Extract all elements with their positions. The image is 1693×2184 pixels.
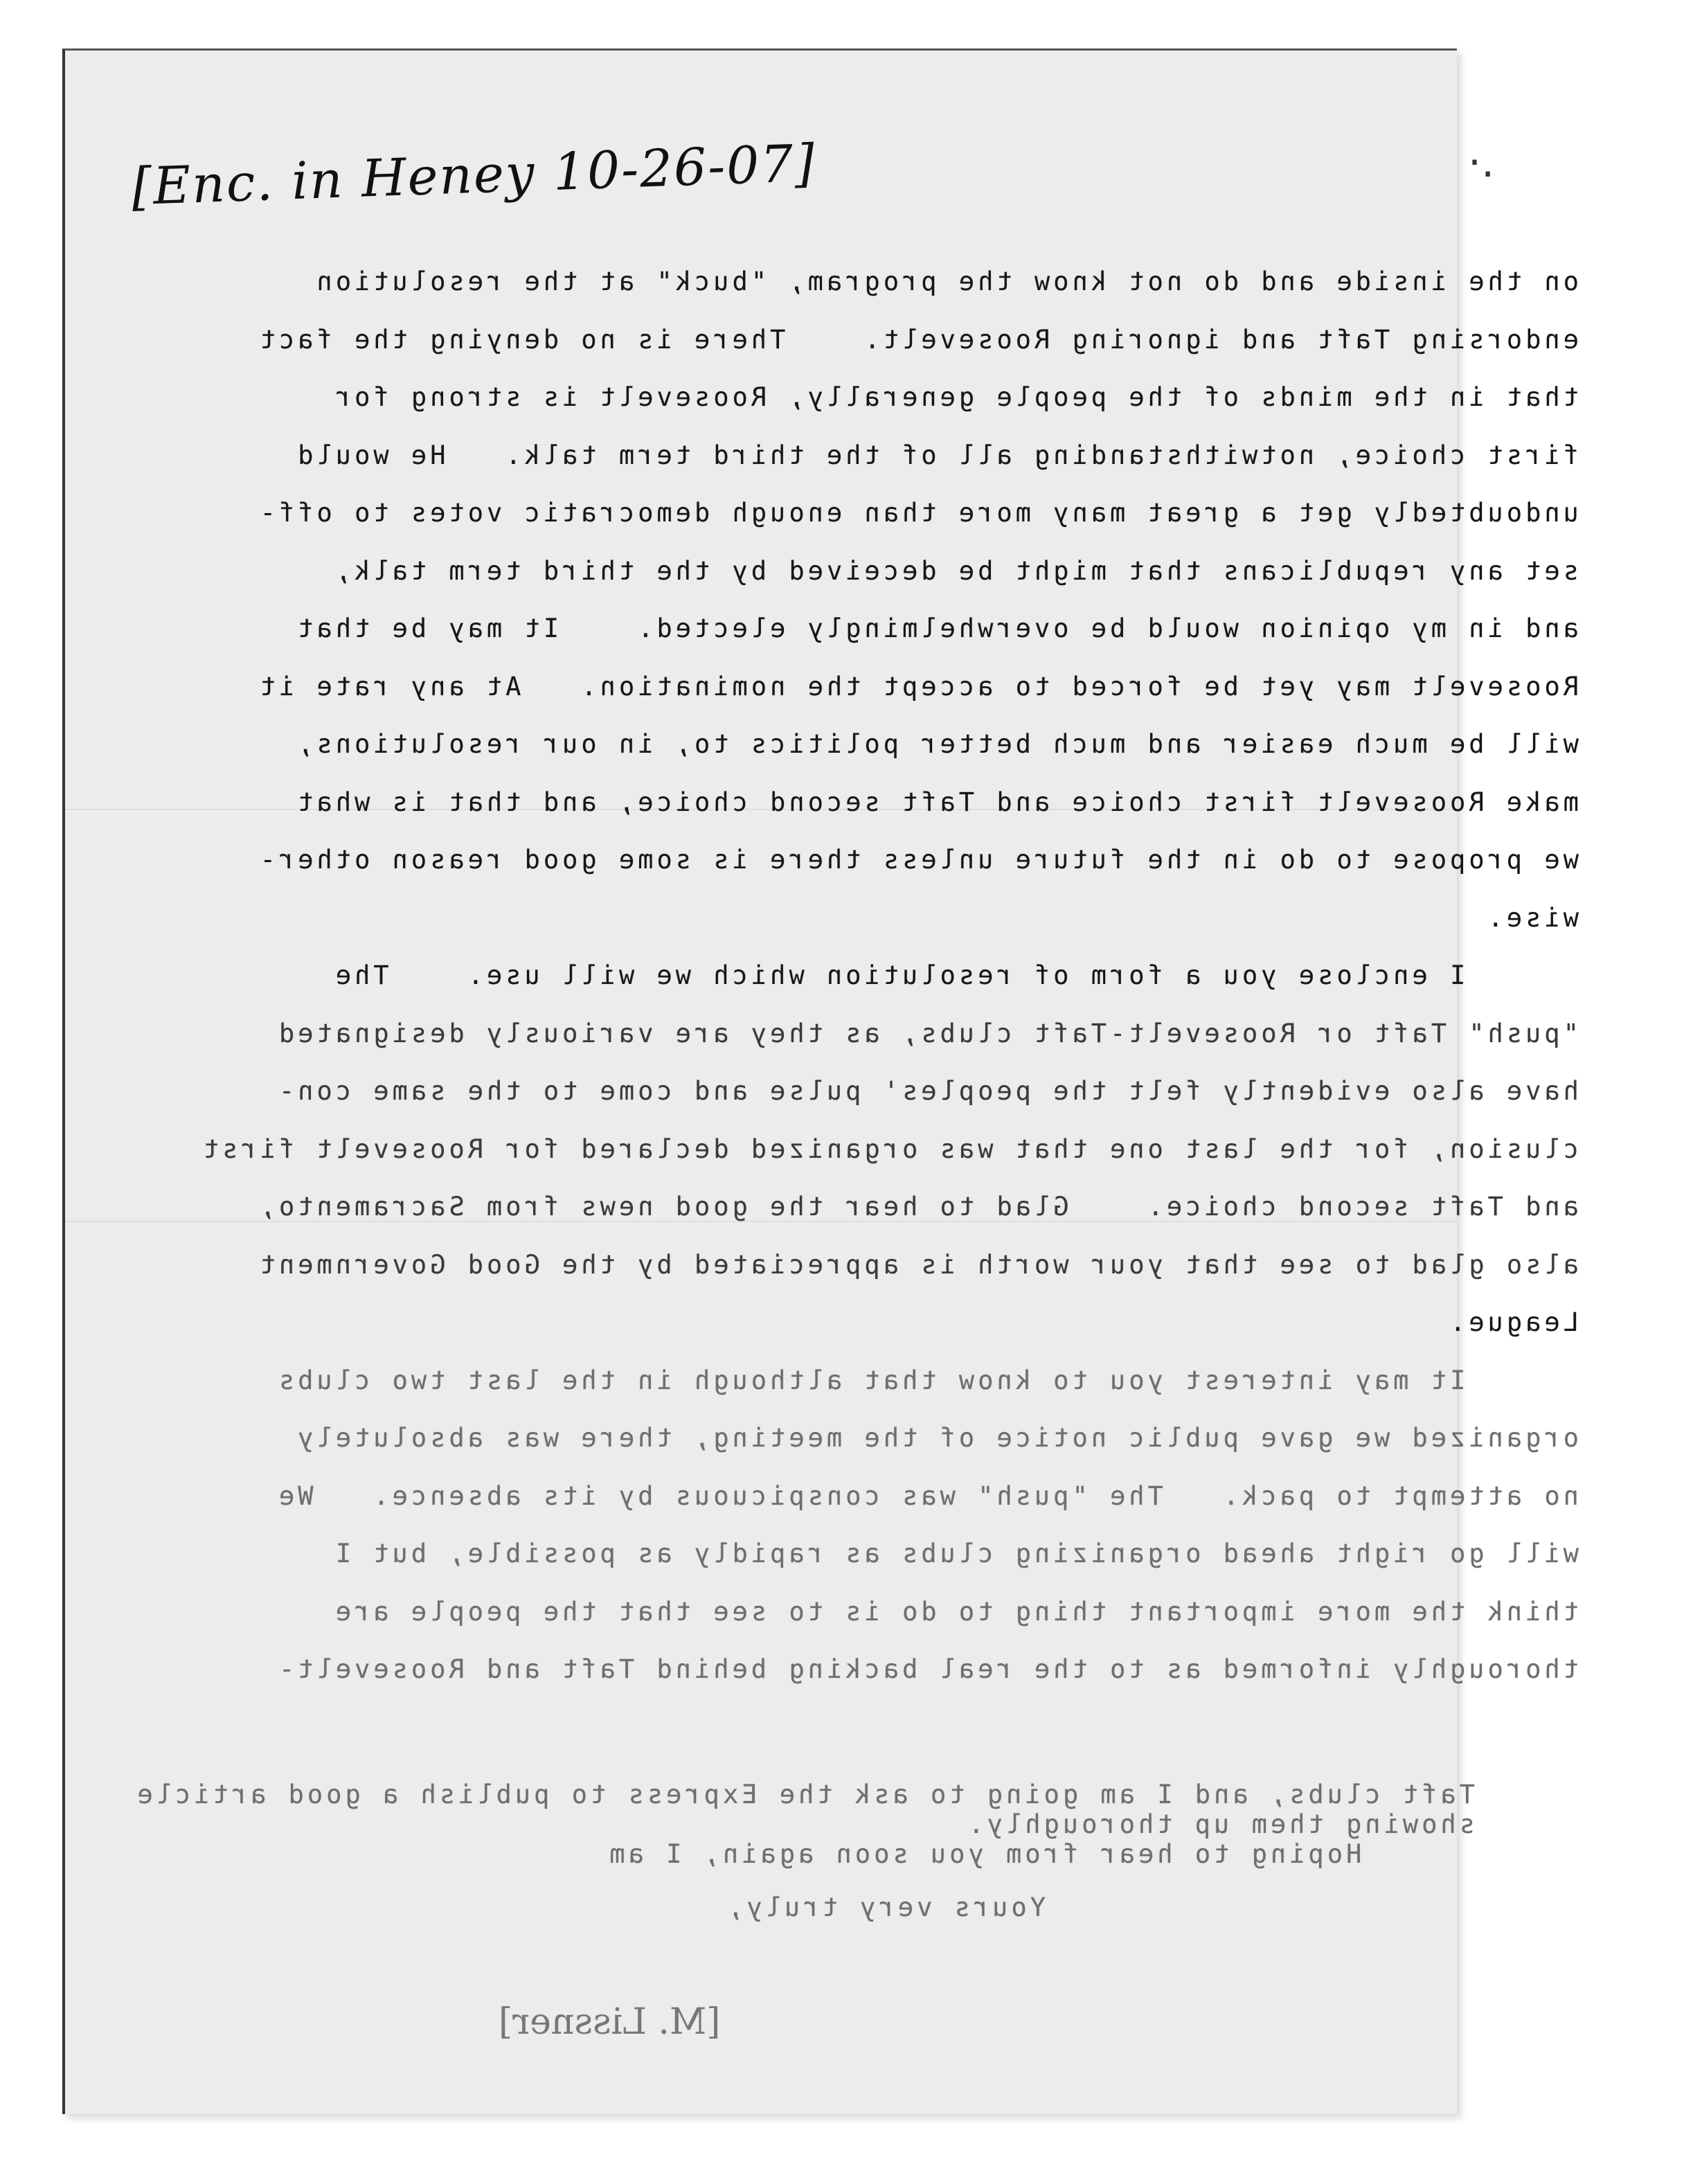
body-line: also glad to see that your worth is appreciated by the Good Government [256, 1249, 1579, 1280]
closing-line: Yours very truly, [724, 1892, 1046, 1922]
body-line: endorsing Taft and ignoring Roosevelt. There is no denying the fact [256, 324, 1579, 355]
body-line: think the more important thing to do is to see that the people are [332, 1596, 1579, 1627]
body-line: "push" Taft or Roosevelt-Taft clubs, as they are variously designated [275, 1018, 1579, 1048]
body-line: will go right ahead organizing clubs as rapidly as possible, but I [332, 1539, 1579, 1568]
letter-body [159, 253, 1579, 1699]
signature: [M. Lissner] [499, 2001, 721, 2043]
tail-line: showing them up thoroughly. [965, 1809, 1475, 1839]
body-line: that in the minds of the people generally, Roosevelt is strong for [332, 382, 1579, 412]
body-line: It may interest you to know that although in the last two clubs [275, 1365, 1579, 1395]
corner-mark: ·. [1468, 138, 1495, 187]
body-line: first choice, notwithstanding all of the third term talk. He would [294, 440, 1579, 470]
body-line: League. [1446, 1307, 1579, 1337]
body-line: thoroughly informed as to the real backing behind Taft and Roosevelt- [275, 1654, 1579, 1684]
letter-closing [561, 1883, 1046, 1932]
body-line: we propose to do in the future unless there is some good reason other- [256, 845, 1579, 875]
body-line: make Roosevelt first choice and Taft second choice, and that is what [294, 787, 1579, 817]
body-line: on the inside and do not know the program, "buck" at the resolution [313, 267, 1579, 296]
body-line: and Taft second choice. Glad to hear the good news from Sacramento, [256, 1192, 1579, 1221]
body-line: Roosevelt may yet be forced to accept the nomination. At any rate it [256, 671, 1579, 701]
body-line: will be much easier and much better politics to, in our resolutions, [294, 729, 1579, 759]
body-line: undoubtedly get a great many more than enough democratic votes to off- [256, 498, 1579, 528]
handwritten-annotation: [Enc. in Heney 10-26-07] [130, 133, 817, 217]
tail-line: Taft clubs, and I am going to ask the Express to publish a good article [134, 1780, 1475, 1809]
body-line: no attempt to pack. The "push" was conspicuous by its absence. We [275, 1480, 1579, 1511]
body-line: and in my opinion would be overwhelmingly elected. It may be that [294, 614, 1579, 643]
body-line: have also evidently felt the peoples' pulse and come to the same con- [275, 1076, 1579, 1106]
body-line: I enclose you a form of resolution which we will use. The [332, 960, 1579, 990]
body-line: set any republicans that might be deceived by the third term talk, [332, 555, 1579, 586]
body-line: organized we gave public notice of the meeting, there was absolutely [294, 1423, 1579, 1453]
tail-line: Hoping to hear from you soon again, I am [606, 1839, 1475, 1869]
letter-tail [134, 1780, 1475, 1869]
body-line: wise. [1484, 902, 1579, 933]
body-line: clusion, for the last one that was organized declared for Roosevelt first [199, 1134, 1579, 1164]
